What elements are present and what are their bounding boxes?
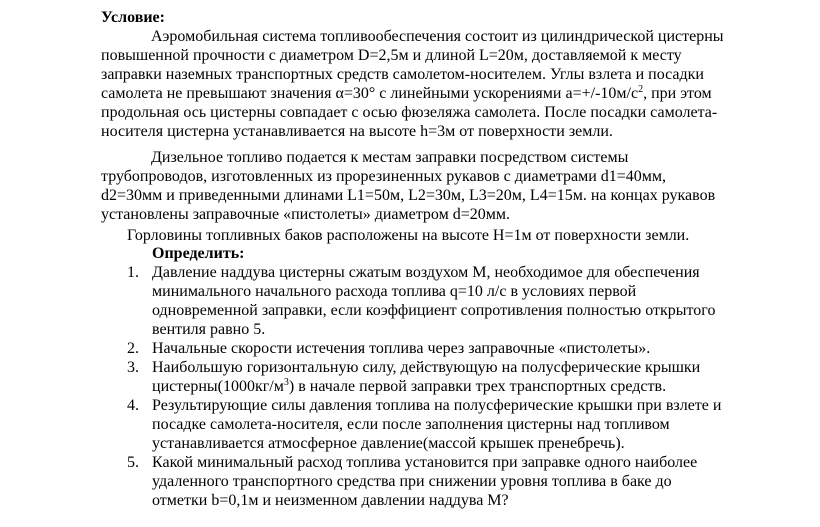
text-line: продольная ось цистерны совпадает с осью фюзеляжа самолета. После посадки самолета- — [101, 104, 718, 121]
text-line: удаленного транспортного средства при снижении уровня топлива в баке до — [152, 473, 672, 490]
text-line: Какой минимальный расход топлива установится при заправке одного наиболее — [152, 454, 698, 471]
condition-heading: Условие: — [101, 9, 165, 26]
item-number: 4. — [127, 397, 139, 414]
item-number: 3. — [127, 359, 139, 376]
text-line: трубопроводов, изготовленных из прорезиненных рукавов с диаметрами d1=40мм, — [101, 168, 667, 185]
superscript: 2 — [638, 84, 644, 95]
text-fragment: , при этом — [643, 85, 712, 102]
item-number: 1. — [127, 264, 139, 281]
text-line: заправки наземных транспортных средств самолетом-носителем. Углы взлета и посадки — [101, 66, 704, 83]
question-list — [127, 263, 787, 510]
list-item — [127, 358, 787, 396]
list-item — [127, 339, 787, 358]
condition-paragraph-3: Горловины топливных баков расположены на высоте H=1м от поверхности земли. — [127, 227, 690, 244]
text-line: устанавливается атмосферное давление(массой крышек пренебречь). — [152, 435, 625, 452]
text-fragment: ) — [288, 378, 295, 395]
text-line — [152, 377, 787, 396]
list-item — [127, 396, 787, 453]
text-fragment: самолета не превышают значения α=30° с линейными ускорениями a=+/-10м/с — [101, 85, 639, 102]
determine-heading: Определить: — [152, 245, 245, 262]
list-item — [127, 453, 787, 510]
text-line: Давление наддува цистерны сжатым воздухом М, необходимое для обеспечения — [152, 264, 700, 281]
item-number: 2. — [127, 340, 139, 357]
superscript: 3 — [283, 377, 289, 388]
text-line: Начальные скорости истечения топлива через заправочные «пистолеты». — [152, 340, 651, 357]
text-line: Наибольшую горизонтальную силу, действующую на полусферические крышки — [152, 359, 701, 376]
text-line: одновременной заправки, если коэффициент сопротивления полностью открытого — [152, 302, 716, 319]
text-line: вентиля равно 5. — [152, 321, 266, 338]
text-line: посадке самолета-носителя, если после заполнения цистерны над топливом — [152, 416, 670, 433]
list-item — [127, 263, 787, 339]
text-line: повышенной прочности с диаметром D=2,5м и длиной L=20м, доставляемой к месту — [101, 47, 682, 64]
text-line: d2=30мм и приведенными длинами L1=50м, L2=30м, L3=20м, L4=15м. на концах рукавов — [101, 187, 716, 204]
condition-paragraph-2 — [101, 148, 781, 224]
text-line: Результирующие силы давления топлива на полусферические крышки при взлете и — [152, 397, 722, 414]
text-line: Аэромобильная система топливообеспечения состоит из цилиндрической цистерны — [151, 28, 724, 45]
text-line: носителя цистерна устанавливается на высоте h=3м от поверхности земли. — [101, 123, 613, 140]
item-number: 5. — [127, 454, 139, 471]
text-line: отметки b=0,1м и неизменном давлении наддува М? — [152, 492, 509, 509]
text-line: установлены заправочные «пистолеты» диаметром d=20мм. — [101, 206, 510, 223]
condition-paragraph-1 — [101, 27, 781, 141]
text-fragment: цистерны(1000кг/м — [152, 378, 284, 395]
text-line: минимального начального расхода топлива q=10 л/с в условиях первой — [152, 283, 637, 300]
text-line — [101, 84, 781, 103]
text-line: Дизельное топливо подается к местам заправки посредством системы — [151, 149, 629, 166]
text-fragment: в начале первой заправки трех транспортных средств. — [298, 378, 667, 395]
